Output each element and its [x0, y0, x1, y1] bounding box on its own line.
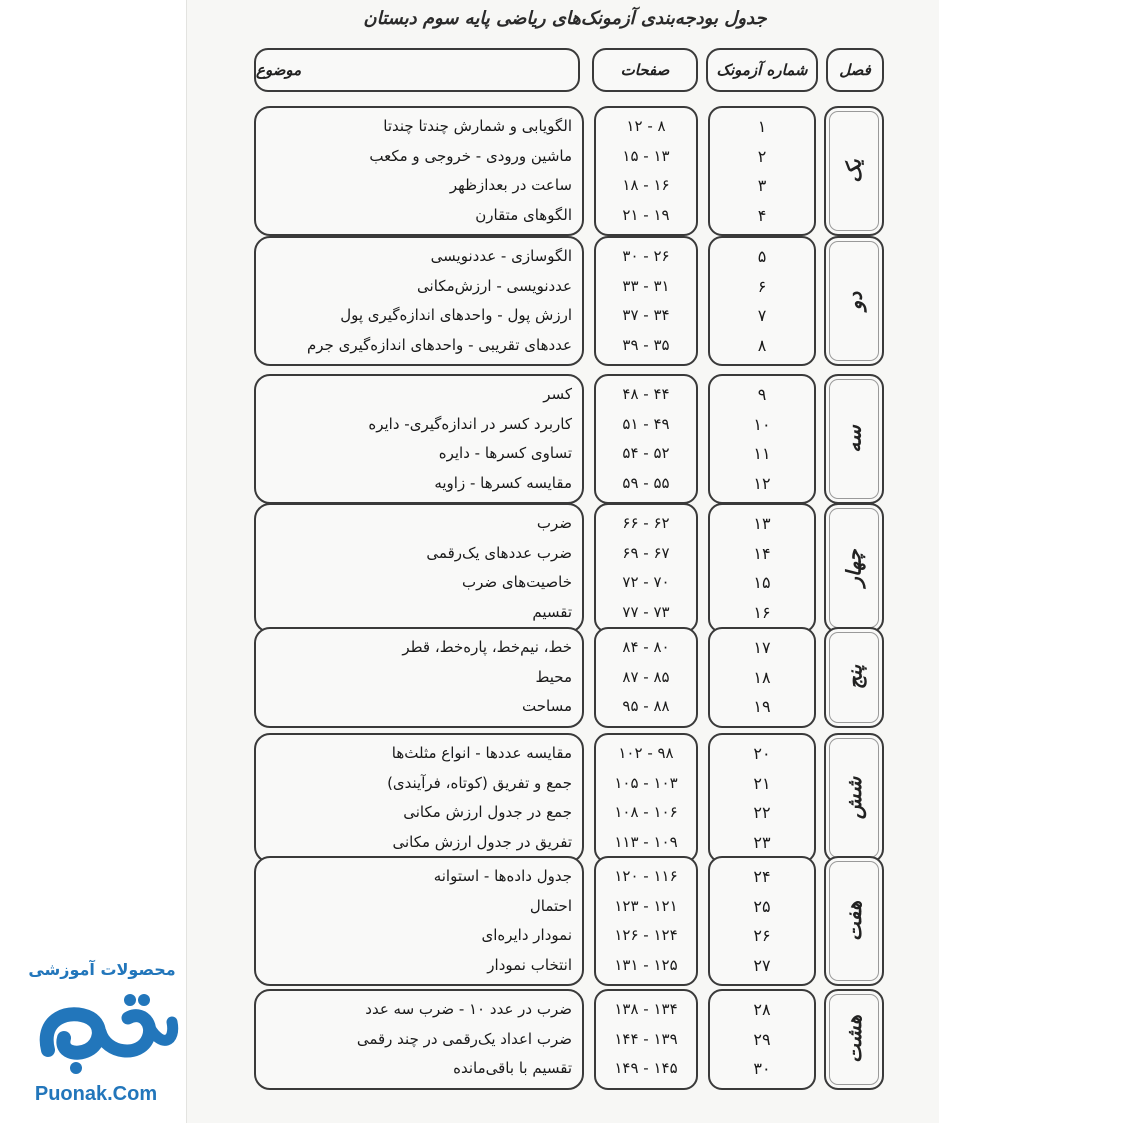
page-range: ۶۲ - ۶۶: [622, 514, 670, 532]
topic-text: عددهای تقریبی - واحدهای اندازه‌گیری جرم: [306, 335, 572, 354]
topic-text: کسر: [543, 385, 572, 403]
chapter-tab-1: [824, 106, 884, 236]
topic-text: ضرب: [536, 514, 572, 532]
chapter-tab-3: [824, 374, 884, 504]
quiz-number: ۲: [757, 146, 767, 166]
header-topic: [254, 48, 580, 92]
quiz-number: ۱۸: [753, 667, 771, 687]
quiz-number: ۱۱: [753, 444, 771, 463]
quiz-number: ۱۹: [753, 697, 771, 716]
page-range: ۲۶ - ۳۰: [622, 247, 670, 265]
header-quiz-number: [706, 48, 818, 92]
page-range: ۳۴ - ۳۷: [622, 306, 670, 324]
quiz-number: ۲۰: [753, 744, 771, 763]
page-title: جدول بودجه‌بندی آزمونک‌های ریاضی پایه سوم دبستان: [363, 8, 767, 29]
chapter-tab-8: [824, 989, 884, 1090]
quiz-number: ۳: [757, 176, 767, 195]
header-chapter-label: فصل: [839, 61, 871, 79]
topic-text: ماشین ورودی - خروجی و مکعب: [369, 146, 572, 165]
topic-text: تقسیم: [532, 602, 572, 621]
page-range: ۴۹ - ۵۱: [622, 414, 670, 433]
chapter-name: دو: [841, 291, 866, 311]
topic-text: انتخاب نمودار: [487, 955, 572, 974]
topic-text: نمودار دایره‌ای: [481, 926, 572, 944]
chapter-tab-7: [824, 856, 884, 986]
topic-text: خاصیت‌های ضرب: [462, 573, 572, 591]
topic-text: الگویابی و شمارش چندتا چندتا: [383, 117, 572, 135]
topic-text: کاربرد کسر در اندازه‌گیری- دایره: [368, 414, 572, 433]
page-range: ۱۳ - ۱۵: [622, 146, 670, 165]
page-range: ۸۰ - ۸۴: [622, 638, 670, 656]
page-range: ۸ - ۱۲: [626, 117, 666, 135]
topic-text: الگوهای متقارن: [475, 205, 572, 224]
page-range: ۱۶ - ۱۸: [622, 176, 670, 194]
chapter-name: سه: [841, 425, 866, 453]
topic-text: ارزش پول - واحدهای اندازه‌گیری پول: [340, 306, 572, 324]
topic-text: محیط: [535, 667, 572, 686]
chapter-tab-5: [824, 627, 884, 728]
topic-text: مساحت: [522, 697, 572, 715]
topic-text: ساعت در بعدازظهر: [449, 176, 572, 194]
quiz-number: ۱۷: [753, 638, 771, 657]
page-range: ۷۰ - ۷۲: [622, 573, 670, 591]
quiz-number: ۱۲: [753, 473, 771, 493]
quiz-number: ۵: [757, 247, 767, 266]
header-quiz-number-label: شماره آزمونک: [716, 61, 808, 79]
quiz-number: ۱۰: [753, 414, 771, 434]
topic-text: تساوی کسرها - دایره: [438, 444, 572, 462]
quiz-number: ۴: [757, 205, 767, 225]
topic-text: الگوسازی - عددنویسی: [430, 247, 572, 265]
quiz-number: ۲۲: [753, 803, 771, 822]
page-range: ۱۳۹ - ۱۴۴: [614, 1029, 678, 1048]
page-range: ۱۲۵ - ۱۳۱: [614, 955, 678, 974]
header-pages-label: صفحات: [620, 61, 670, 79]
page-range: ۳۵ - ۳۹: [622, 335, 670, 354]
page-range: ۵۲ - ۵۴: [622, 444, 670, 462]
topic-text: ضرب اعداد یک‌رقمی در چند رقمی: [356, 1029, 572, 1048]
topic-text: تقسیم با باقی‌مانده: [453, 1059, 572, 1077]
quiz-number: ۲۸: [753, 1000, 771, 1019]
quiz-number: ۷: [757, 306, 767, 325]
chapter-tab-4: [824, 503, 884, 633]
topic-text: جدول داده‌ها - استوانه: [433, 867, 572, 885]
page-range: ۹۸ - ۱۰۲: [618, 744, 674, 762]
chapter-name: چهار: [842, 549, 866, 587]
page-range: ۱۰۶ - ۱۰۸: [614, 803, 678, 821]
chapter-tab-2: [824, 236, 884, 366]
page-range: ۱۱۶ - ۱۲۰: [614, 867, 678, 885]
page-range: ۶۷ - ۶۹: [622, 543, 670, 562]
quiz-number: ۱۶: [753, 602, 771, 622]
quiz-number: ۲۶: [753, 926, 771, 945]
left-margin: [0, 0, 186, 1123]
topic-text: احتمال: [529, 896, 572, 915]
quiz-number: ۲۳: [753, 832, 771, 852]
page-range: ۱۰۳ - ۱۰۵: [614, 773, 678, 792]
page-range: ۵۵ - ۵۹: [622, 473, 670, 492]
header-pages: [592, 48, 698, 92]
quiz-number: ۱۵: [753, 573, 771, 592]
quiz-number: ۸: [757, 335, 767, 355]
quiz-number: ۱۳: [753, 514, 771, 533]
quiz-number: ۲۹: [753, 1029, 771, 1049]
topic-text: عددنویسی - ارزش‌مکانی: [417, 276, 572, 295]
quiz-number: ۲۷: [753, 955, 771, 975]
brand-tagline: محصولات آموزشی: [28, 960, 176, 979]
quiz-number: ۲۱: [753, 773, 771, 793]
page-range: ۱۲۴ - ۱۲۶: [614, 926, 678, 944]
topic-text: خط، نیم‌خط، پاره‌خط، قطر: [402, 638, 572, 656]
topic-text: مقایسه کسرها - زاویه: [434, 473, 572, 492]
chapter-tab-6: [824, 733, 884, 863]
chapter-name: شش: [841, 776, 866, 820]
quiz-number: ۱: [757, 117, 767, 136]
chapter-name: پنج: [841, 664, 866, 690]
topic-text: ضرب در عدد ۱۰ - ضرب سه عدد: [365, 1000, 572, 1018]
quiz-number: ۳۰: [753, 1059, 771, 1078]
page-range: ۳۱ - ۳۳: [622, 276, 670, 295]
chapter-name: هفت: [842, 900, 866, 942]
page-range: ۱۲۱ - ۱۲۳: [614, 896, 678, 915]
topic-text: جمع در جدول ارزش مکانی: [403, 803, 572, 821]
topic-text: مقایسه عددها - انواع مثلث‌ها: [391, 744, 572, 762]
topic-text: تفریق در جدول ارزش مکانی: [392, 832, 572, 851]
page-range: ۱۴۵ - ۱۴۹: [614, 1059, 678, 1077]
page-range: ۱۰۹ - ۱۱۳: [614, 832, 678, 851]
chapter-name: هشت: [842, 1015, 866, 1064]
page-range: ۱۳۴ - ۱۳۸: [614, 1000, 678, 1018]
page-range: ۴۴ - ۴۸: [622, 385, 670, 403]
brand-url: Puonak.Com: [34, 1083, 158, 1105]
header-chapter: [826, 48, 884, 92]
page-range: ۸۵ - ۸۷: [622, 667, 670, 686]
quiz-number: ۲۴: [753, 867, 771, 886]
quiz-number: ۱۴: [753, 543, 771, 563]
page-range: ۷۳ - ۷۷: [622, 602, 670, 621]
header-topic-label: موضوع: [256, 61, 302, 79]
topic-text: ضرب عددهای یک‌رقمی: [426, 543, 572, 562]
quiz-number: ۶: [757, 276, 767, 296]
right-margin: [939, 0, 1123, 1123]
quiz-number: ۹: [757, 385, 767, 404]
topic-text: جمع و تفریق (کوتاه، فرآیندی): [387, 773, 572, 792]
page-range: ۱۹ - ۲۱: [622, 205, 670, 224]
quiz-number: ۲۵: [753, 896, 771, 916]
page-range: ۸۸ - ۹۵: [622, 697, 670, 715]
chapter-name: یک: [842, 159, 866, 183]
brand-logo: [30, 988, 180, 1078]
